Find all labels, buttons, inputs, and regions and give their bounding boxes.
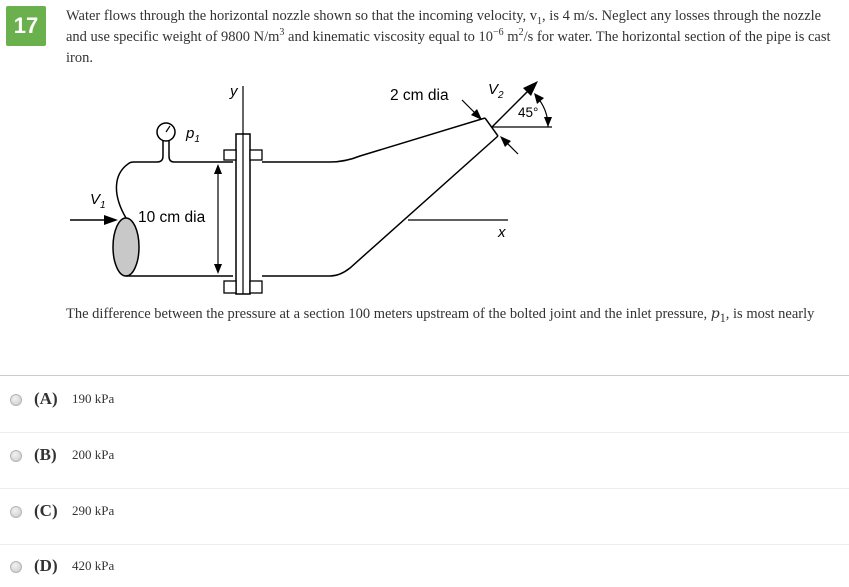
choice-letter: (A) (34, 389, 58, 408)
dimension-arrowhead-icon (214, 164, 222, 174)
question-text-part: Water flows through the horizontal nozzle shown so that the incoming velocity, v (66, 8, 538, 24)
bolt-top-left (224, 150, 236, 160)
radio-button[interactable] (10, 506, 22, 518)
question-prompt-part: , is most nearly (725, 306, 815, 322)
angle-arrowhead-icon (544, 117, 552, 127)
question-text-part: and kinematic viscosity equal to 10 (284, 29, 494, 45)
v1-arrowhead-icon (104, 215, 118, 225)
p1-label-sub: 1 (194, 134, 200, 145)
bolt-top-right (250, 150, 262, 160)
question-prompt-part: The difference between the pressure at a section 100 meters upstream of the bolted joint and the inlet pressure, (66, 306, 711, 322)
question-text-part: m (503, 29, 519, 45)
v1-label-sub: 1 (100, 200, 106, 211)
question-text-part: , is 4 m/s. Neglect any losses through the nozzle and use specific weight of 9800 N/m (66, 8, 822, 45)
angle-arrowhead-icon (534, 93, 544, 104)
nozzle-bottom-wall (262, 136, 498, 276)
y-axis-label: y (230, 83, 238, 100)
dimension-arrowhead-icon (214, 264, 222, 274)
choice-letter: (B) (34, 445, 57, 464)
v2-label-main: V (488, 81, 499, 98)
question-prompt-var: p (710, 306, 720, 322)
question-text (66, 6, 842, 69)
question-text-part: /s for water. The horizontal section of the pipe is cast iron. (66, 29, 831, 66)
question-prompt-sub: 1 (719, 310, 726, 325)
inlet-diameter-label: 10 cm dia (138, 209, 206, 226)
choice-text: 420 kPa (72, 558, 115, 573)
nozzle-diagram (60, 76, 560, 302)
radio-button[interactable] (10, 450, 22, 462)
question-text-sup: 3 (279, 27, 285, 39)
question-text-sub: 1 (537, 15, 543, 27)
choice-letter: (C) (34, 501, 58, 520)
v1-label-main: V (90, 191, 101, 208)
choice-letter: (D) (34, 556, 58, 575)
choice-text: 290 kPa (72, 503, 115, 518)
bolt-bottom-left (224, 281, 236, 293)
nozzle-top-wall (262, 118, 485, 162)
choice-text: 190 kPa (72, 391, 115, 406)
v2-label-sub: 2 (498, 90, 504, 101)
outlet-diameter-label: 2 cm dia (390, 87, 449, 104)
p1-label-main: p (186, 125, 195, 142)
question-number-badge: 17 (6, 6, 46, 46)
v1-label (90, 191, 106, 211)
v2-label (488, 81, 504, 101)
answer-choice-c[interactable] (0, 489, 849, 545)
answer-choice-d[interactable] (0, 544, 849, 587)
answer-choice-b[interactable] (0, 433, 849, 489)
gauge-stem-base (157, 156, 174, 162)
question-prompt (66, 304, 842, 329)
question-text-sup: 2 (518, 27, 524, 39)
divider (0, 375, 849, 376)
p1-label (185, 125, 200, 145)
x-axis-label: x (498, 224, 506, 241)
pipe-left-outline (116, 162, 134, 218)
angle-label: 45° (518, 105, 539, 120)
radio-button[interactable] (10, 394, 22, 406)
bolt-bottom-right (250, 281, 262, 293)
radio-button[interactable] (10, 561, 22, 573)
answer-choice-a[interactable] (0, 377, 849, 433)
inlet-cross-section (113, 218, 139, 276)
choice-text: 200 kPa (72, 447, 115, 462)
question-text-sup: −6 (493, 27, 504, 39)
